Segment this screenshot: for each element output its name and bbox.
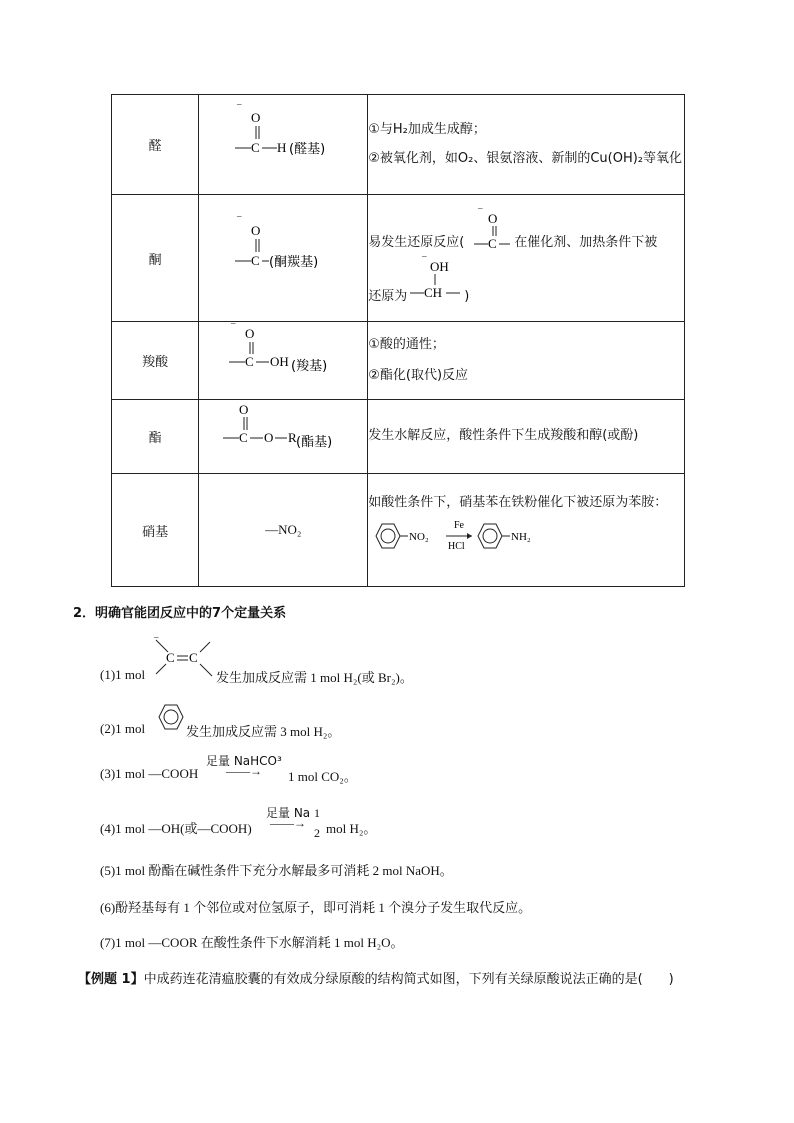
prop-line: ②酯化(取代)反应 xyxy=(368,367,469,383)
prop-close: ) xyxy=(464,289,470,304)
group-name: 羧酸 xyxy=(112,322,199,400)
group-properties xyxy=(368,474,685,587)
nitrobenzene-reduction xyxy=(368,516,568,560)
atom-c: C xyxy=(251,140,260,155)
atom-r: R xyxy=(288,430,297,445)
svg-text:¯: ¯ xyxy=(237,215,242,225)
fraction-numerator: 1 xyxy=(314,806,320,820)
prop-line: ①酸的通性； xyxy=(368,337,445,353)
catalyst-label: Fe xyxy=(454,519,465,531)
relation-item-3: (3)1 mol —COOH xyxy=(100,766,199,781)
ester-structure xyxy=(199,400,367,469)
relation-item-2: (2)1 mol xyxy=(100,721,146,736)
relation-item-3-text: 1 mol CO₂。 xyxy=(288,769,357,784)
relation-item-4-text: mol H₂。 xyxy=(326,821,377,836)
relation-item-1: (1)1 mol xyxy=(100,667,146,682)
atom-h: H xyxy=(277,140,287,155)
svg-text:¯: ¯ xyxy=(422,255,427,265)
atom-c: C xyxy=(245,354,254,369)
prop-line: 如酸性条件下，硝基苯在铁粉催化下被还原为苯胺： xyxy=(368,495,668,511)
table-row xyxy=(112,474,685,587)
acid-label: HCl xyxy=(448,540,465,552)
prop-mid: 在催化剂、加热条件下被 xyxy=(514,235,658,250)
fraction-denominator: 2 xyxy=(314,826,320,840)
atom-c: C xyxy=(239,430,248,445)
prop-line: ②被氧化剂，如O₂、银氨溶液、新制的Cu(OH)₂等氧化 xyxy=(368,150,682,166)
carboxyl-structure xyxy=(199,322,367,395)
prop-line: 发生水解反应，酸性条件下生成羧酸和醇(或酚) xyxy=(368,428,639,444)
relation-item-7: (7)1 mol —COOR 在酸性条件下水解消耗 1 mol H₂O。 xyxy=(100,935,404,950)
prop-suffix: 还原为 xyxy=(368,289,408,304)
reaction-arrow: ——→ xyxy=(270,816,306,830)
atom-oh: OH xyxy=(270,354,289,369)
group-properties xyxy=(368,322,685,400)
svg-text:¯: ¯ xyxy=(154,636,159,646)
section-heading: 2．明确官能团反应中的7个定量关系 xyxy=(73,606,287,621)
table-row xyxy=(112,95,685,195)
relation-item-2-text: 发生加成反应需 3 mol H₂。 xyxy=(186,724,341,739)
svg-text:¯: ¯ xyxy=(478,207,483,217)
group-structure xyxy=(199,195,368,322)
svg-text:C: C xyxy=(166,650,175,665)
svg-text:OH: OH xyxy=(430,259,449,274)
svg-text:O: O xyxy=(488,211,498,226)
table-row xyxy=(112,195,685,322)
nitro-formula: —NO₂ xyxy=(265,522,302,537)
example-text: 中成药连花清瘟胶囊的有效成分绿原酸的结构简式如图，下列有关绿原酸说法正确的是( ) xyxy=(143,972,674,987)
atom-o: O xyxy=(239,402,249,417)
reaction-arrow: ——→ xyxy=(226,764,262,778)
group-name: 酮 xyxy=(112,195,199,322)
reagent-label: 足量 NaHCO³ xyxy=(206,754,282,768)
relation-item-5: (5)1 mol 酚酯在碱性条件下充分水解最多可消耗 2 mol NaOH。 xyxy=(100,863,453,878)
group-structure xyxy=(199,95,368,195)
svg-text:¯: ¯ xyxy=(225,400,230,408)
struct-label: (醛基) xyxy=(289,142,326,157)
aldehyde-structure xyxy=(199,95,367,190)
group-properties xyxy=(368,400,685,474)
benzene-ring-icon xyxy=(156,702,186,732)
group-structure xyxy=(199,474,368,587)
carbonyl-inline xyxy=(472,207,512,257)
struct-label: (酮羰基) xyxy=(269,255,319,270)
svg-text:C: C xyxy=(488,236,497,251)
svg-text:¯: ¯ xyxy=(237,103,242,113)
group-properties xyxy=(368,95,685,195)
group-properties xyxy=(368,195,685,322)
atom-o: O xyxy=(245,326,255,341)
svg-text:C: C xyxy=(189,650,198,665)
struct-label: (酯基) xyxy=(296,435,333,450)
group-structure xyxy=(199,400,368,474)
alkene-structure xyxy=(150,634,220,684)
prop-prefix: 易发生还原反应( xyxy=(368,235,465,250)
struct-label: (羧基) xyxy=(291,359,328,374)
group-structure xyxy=(199,322,368,400)
functional-group-table xyxy=(111,94,685,587)
group-name: 硝基 xyxy=(112,474,199,587)
atom-o: O xyxy=(251,223,261,238)
ketone-structure xyxy=(199,195,367,317)
example-question xyxy=(78,968,674,987)
atom-c: C xyxy=(251,253,260,268)
atom-o: O xyxy=(251,110,261,125)
relation-item-4: (4)1 mol —OH(或—COOH) xyxy=(100,821,252,836)
alcohol-inline xyxy=(408,255,468,305)
relation-item-1-text: 发生加成反应需 1 mol H₂(或 Br₂)。 xyxy=(216,670,413,685)
svg-text:CH: CH xyxy=(424,285,443,300)
prop-line: ①与H₂加成生成醇； xyxy=(368,122,486,138)
table-row xyxy=(112,400,685,474)
table-row xyxy=(112,322,685,400)
example-tag: 【例题 1】 xyxy=(78,972,144,987)
atom-o2: O xyxy=(264,430,274,445)
amine-label: NH₂ xyxy=(511,530,531,543)
group-name: 醛 xyxy=(112,95,199,195)
group-name: 酯 xyxy=(112,400,199,474)
relation-item-6: (6)酚羟基每有 1 个邻位或对位氢原子，即可消耗 1 个溴分子发生取代反应。 xyxy=(100,900,532,915)
svg-text:¯: ¯ xyxy=(231,322,236,332)
nitro-label: NO₂ xyxy=(409,530,429,543)
reagent-label: 足量 Na xyxy=(266,806,311,820)
